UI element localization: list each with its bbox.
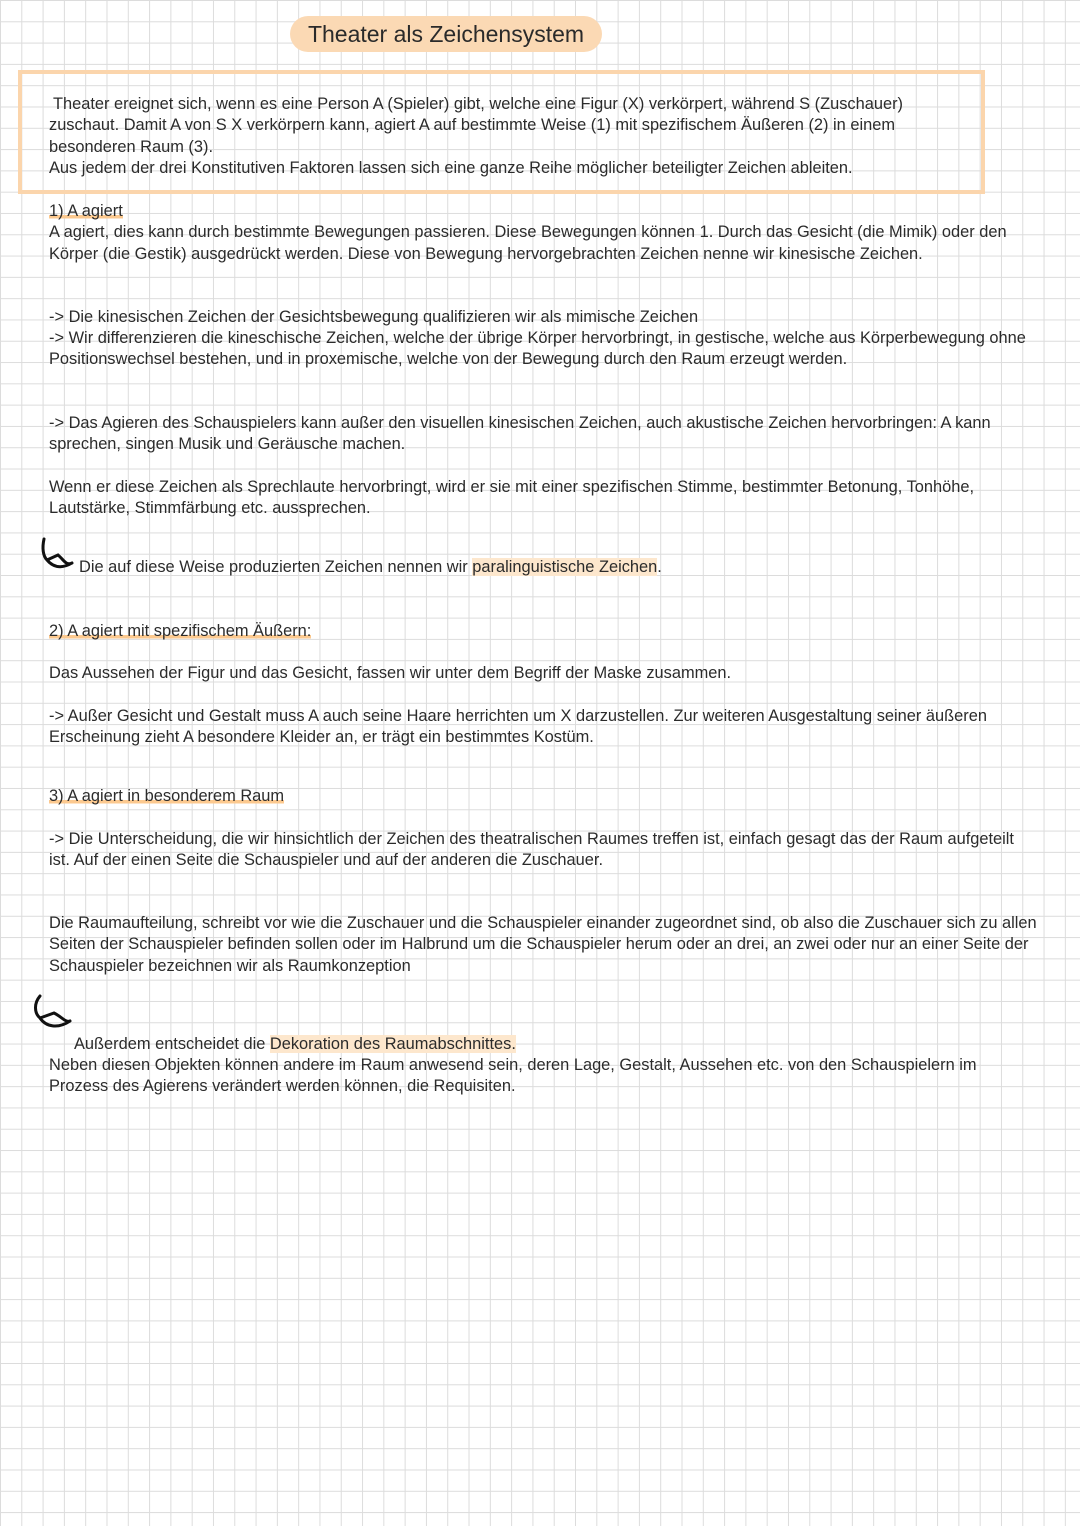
- intro-line: besonderen Raum (3).: [49, 137, 213, 156]
- intro-text: [49, 94, 979, 179]
- section-1: [49, 201, 1047, 265]
- intro-line: Aus jedem der drei Konstitutiven Faktoren lassen sich eine ganze Reihe möglicher beteiligter Zeichen ableiten.: [49, 158, 853, 177]
- paragraph: -> Das Agieren des Schauspielers kann außer den visuellen kinesischen Zeichen, auch akustische Zeichen hervorbringen: A kann sprechen, singen Musik und Geräusche machen.: [49, 414, 991, 454]
- paragraph: A agiert, dies kann durch bestimmte Bewegungen passieren. Diese Bewegungen können 1. Durch das Gesicht (die Mimik) oder den Körper (die Gestik) ausgedrückt werden. Diese von Bewegung hervorgebrachten Zeichen nenne wir kinesische Zeichen.: [49, 223, 1007, 263]
- section-heading: 1) A agiert: [49, 202, 123, 220]
- paragraph: -> Die Unterscheidung, die wir hinsichtlich der Zeichen des theatralischen Raumes treffen ist, einfach gesagt das der Raum aufgeteilt ist. Auf der einen Seite die Schauspieler und auf der anderen die Zuschauer.: [49, 830, 1014, 870]
- intro-line: Theater ereignet sich, wenn es eine Person A (Spieler) gibt, welche eine Figur (X) verkörpert, während S (Zuschauer): [53, 95, 903, 113]
- highlighted-term: paralinguistische Zeichen: [472, 558, 658, 576]
- highlighted-term: Dekoration des Raumabschnittes.: [269, 1035, 516, 1053]
- paragraph: -> Die kinesischen Zeichen der Gesichtsbewegung qualifizieren wir als mimische Zeichen: [49, 308, 699, 326]
- paragraph: -> Wir differenzieren die kineschische Zeichen, welche der übrige Körper hervorbringt, in gestische, welche aus Körperbewegung ohne Positionswechsel bestehen, und in proxemische, welche von der Bewegung durch den Raum erzeugt werden.: [49, 329, 1026, 369]
- result-line: Die auf diese Weise produzierten Zeichen nennen wir paralinguistische Zeichen.: [79, 558, 662, 576]
- section-heading: 2) A agiert mit spezifischem Äußern:: [49, 622, 312, 640]
- paragraph: Neben diesen Objekten können andere im Raum anwesend sein, deren Lage, Gestalt, Aussehen etc. von den Schauspielern im Prozess des Agierens verändert werden können, die Requisiten.: [49, 1056, 977, 1096]
- paragraph: -> Außer Gesicht und Gestalt muss A auch seine Haare herrichten um X darzustellen. Zur weiteren Ausgestaltung seiner äußeren Erscheinung zieht A besondere Kleider an, er trägt ein bestimmtes Kostüm.: [49, 707, 987, 747]
- section-3-heading-wrap: [49, 786, 1047, 807]
- intro-line: zuschaut. Damit A von S X verkörpern kann, agiert A auf bestimmte Weise (1) mit spezifischem Äußeren (2) in einem: [49, 116, 895, 135]
- arrow-icon: [38, 536, 80, 576]
- paragraph: Das Aussehen der Figur und das Gesicht, fassen wir unter dem Begriff der Maske zusammen.: [49, 664, 732, 682]
- section-2-heading-wrap: [49, 621, 1047, 642]
- paragraph: Die Raumaufteilung, schreibt vor wie die Zuschauer und die Schauspieler einander zugeordnet sind, ob also die Zuschauer sich zu allen Seiten der Schauspieler befinden sollen oder im Halbrund um die Schauspieler herum oder an drei, an zwei oder nur an einer Seite der Schauspieler bezeichnen wir als Raumkonzeption: [49, 914, 1037, 975]
- decoration-line: Außerdem entscheidet die Dekoration des Raumabschnittes.: [74, 1035, 516, 1053]
- paragraph: Wenn er diese Zeichen als Sprechlaute hervorbringt, wird er sie mit einer spezifischen Stimme, bestimmter Betonung, Tonhöhe, Lautstärke, Stimmfärbung etc. aussprechen.: [49, 478, 975, 518]
- page-title: Theater als Zeichensystem: [290, 16, 602, 52]
- arrow-icon: [30, 993, 78, 1035]
- section-heading: 3) A agiert in besonderem Raum: [49, 787, 285, 805]
